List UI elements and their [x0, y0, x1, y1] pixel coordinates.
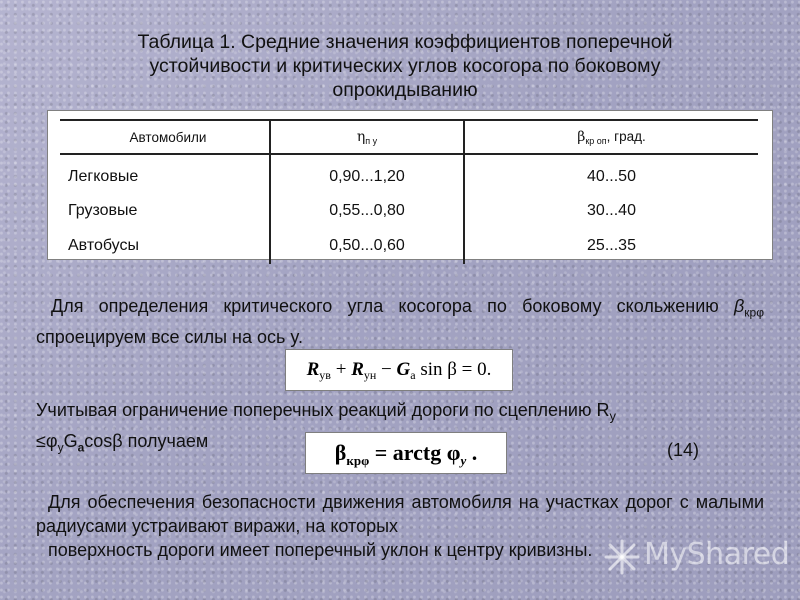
cell-beta: 40...50 — [587, 168, 636, 185]
eta-symbol: η — [356, 128, 366, 145]
table-row — [60, 194, 758, 228]
watermark-logo-icon — [602, 537, 642, 577]
f1-g: G — [396, 359, 411, 380]
f1-r1: R — [306, 359, 320, 380]
table-row — [60, 228, 758, 264]
f2-beta-sub: крφ — [346, 453, 370, 468]
title-line-1: Таблица 1. Средние значения коэффициентов поперечной — [137, 31, 673, 53]
header-beta — [464, 120, 758, 154]
para3-last-line: поверхность дороги имеет поперечный уклон к центру кривизны. — [48, 540, 593, 560]
para2-prefix: ≤φ — [36, 430, 58, 451]
para3-text: Для обеспечения безопасности движения автомобиля на участках дорог с малыми радиусами устраивают виражи, на которых — [36, 492, 764, 536]
equation-number: (14) — [667, 440, 700, 460]
formula-critical-angle — [306, 433, 506, 473]
formula-force-balance — [286, 350, 512, 390]
para2-ry-sub: y — [609, 408, 616, 424]
para2-g-sub: a — [77, 440, 85, 455]
para1-beta-sub: крφ — [744, 305, 764, 320]
f1-rest: sin β = 0. — [415, 359, 492, 380]
f1-minus: − — [376, 359, 397, 380]
title-line-3: опрокидыванию — [332, 79, 478, 101]
table-header-row — [60, 120, 758, 154]
watermark — [602, 535, 792, 579]
slide-title — [60, 30, 750, 102]
para2-g: G — [63, 430, 78, 451]
f2-eq: = arctg φ — [369, 440, 461, 465]
table-container — [48, 111, 772, 259]
beta-symbol: β — [577, 128, 586, 145]
f2-dot: . — [466, 440, 478, 465]
header-vehicles: Автомобили — [60, 120, 270, 154]
para2-phi-sub: y — [57, 440, 64, 455]
watermark-text: MyShared — [644, 537, 790, 572]
eta-subscript: п у — [365, 135, 378, 146]
cell-vehicle: Автобусы — [60, 228, 270, 264]
cell-eta: 0,50...0,60 — [270, 228, 464, 264]
cell-vehicle: Легковые — [60, 154, 270, 194]
beta-subscript: кр оп — [585, 135, 607, 146]
cell-eta: 0,55...0,80 — [270, 194, 464, 228]
title-line-2: устойчивости и критических углов косогора по боковому — [149, 55, 661, 77]
cell-vehicle: Грузовые — [60, 194, 270, 228]
para2-line1-text: Учитывая ограничение поперечных реакций дороги по сцеплению R — [36, 400, 610, 420]
cell-beta: 25...35 — [587, 237, 636, 254]
para2-end: cosβ получаем — [84, 430, 209, 451]
paragraph-sliding — [36, 294, 764, 349]
f1-r1-sub: ув — [319, 368, 331, 382]
coefficients-table — [60, 119, 758, 264]
header-eta — [270, 120, 464, 154]
para1-beta: β — [733, 296, 745, 316]
header-beta-unit: , град. — [606, 128, 646, 144]
table-row — [60, 154, 758, 194]
cell-eta: 0,90...1,20 — [270, 154, 464, 194]
f1-plus: + — [330, 359, 352, 380]
f1-r2-sub: ун — [363, 368, 377, 382]
f1-r2: R — [351, 359, 364, 380]
f2-beta: β — [334, 440, 347, 465]
para2-line-1 — [36, 398, 766, 429]
f2-phi-sub: y — [460, 453, 467, 468]
para1-text-before: Для определения критического угла косогора по боковому скольжению — [51, 296, 734, 316]
cell-beta: 30...40 — [587, 202, 636, 219]
para1-text-after: спроецируем все силы на ось y. — [36, 326, 304, 347]
f1-g-sub: a — [410, 368, 416, 382]
